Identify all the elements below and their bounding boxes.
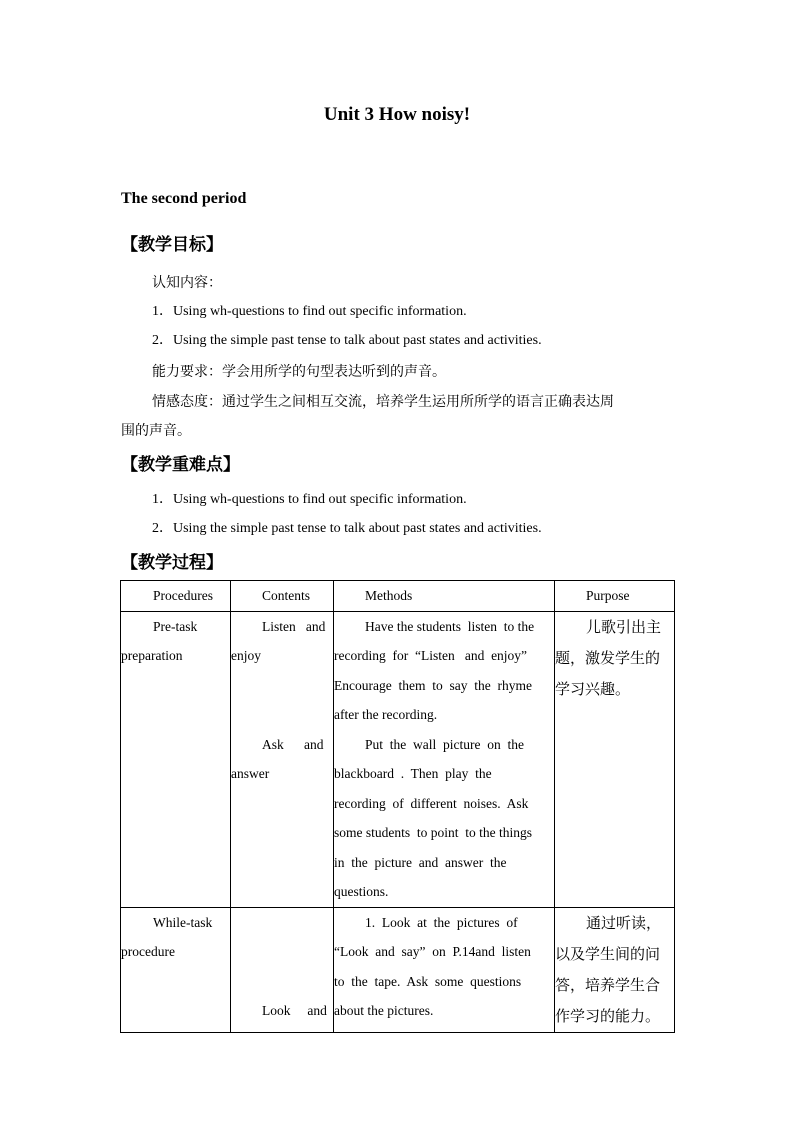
header-contents: Contents (231, 581, 334, 612)
row1-contents: Listen and enjoy Ask and answer (231, 611, 334, 907)
row2-methods: 1. Look at the pictures of “Look and say” on P.14and listen to the tape. Ask some questions about the pictures. (334, 907, 555, 1032)
table-header-row (121, 581, 675, 612)
procedure-table (120, 580, 675, 1033)
row2-contents: Look and (231, 907, 334, 1032)
row2-procedure: While-task procedure (121, 907, 231, 1032)
objective-item-2: 2．Using the simple past tense to talk about past states and activities. (152, 333, 542, 348)
section-heading-key-points: 【教学重难点】 (121, 455, 240, 475)
row1-procedure: Pre-task preparation (121, 611, 231, 907)
attitude-text-line1: 情感态度：通过学生之间相互交流，培养学生运用所所学的语言正确表达周 (152, 394, 614, 410)
header-purpose: Purpose (555, 581, 675, 612)
section-heading-objectives: 【教学目标】 (121, 235, 223, 255)
row1-methods: Have the students listen to the recording for “Listen and enjoy” Encourage them to say the rhyme after the recording. Put the wall picture on the blackboard . Then play the recording of different noises. Ask some students to point to the things in the picture and answer the questions. (334, 611, 555, 907)
key-point-item-2: 2．Using the simple past tense to talk about past states and activities. (152, 521, 542, 536)
table-row (121, 907, 675, 1032)
page-title: Unit 3 How noisy! (323, 104, 471, 125)
header-methods: Methods (334, 581, 555, 612)
ability-text: 能力要求：学会用所学的句型表达听到的声音。 (152, 364, 446, 380)
header-procedures: Procedures (121, 581, 231, 612)
table-row (121, 611, 675, 907)
key-point-item-1: 1．Using wh-questions to find out specific information. (152, 492, 467, 507)
row2-purpose: 通过听读， 以及学生间的问 答，培养学生合 作学习的能力。 (555, 907, 675, 1032)
period-subtitle: The second period (121, 190, 247, 207)
section-heading-process: 【教学过程】 (121, 553, 223, 573)
objective-item-1: 1．Using wh-questions to find out specific information. (152, 304, 467, 319)
attitude-text-line2: 围的声音。 (121, 423, 191, 439)
cognitive-label: 认知内容： (152, 275, 222, 291)
row1-purpose: 儿歌引出主 题，激发学生的 学习兴趣。 (555, 611, 675, 907)
